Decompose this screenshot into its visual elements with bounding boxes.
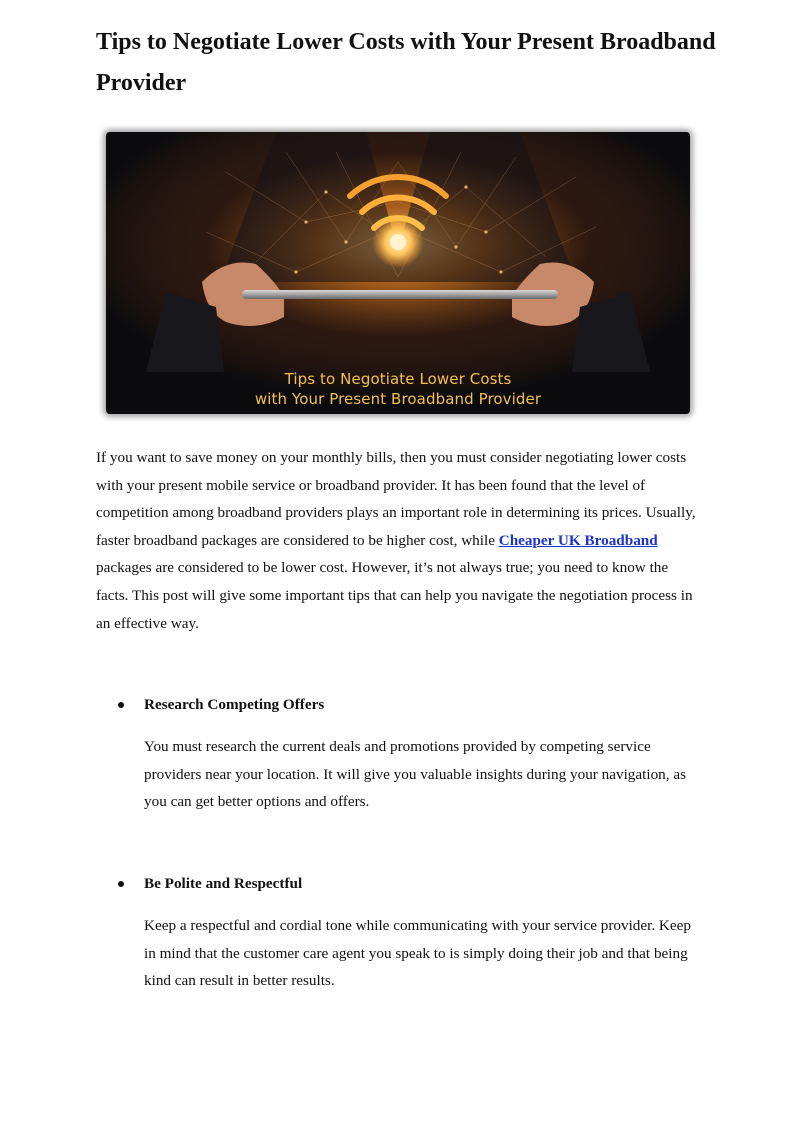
hero-caption-line1: Tips to Negotiate Lower Costs [284,370,512,388]
section-heading-polite: Be Polite and Respectful [144,875,303,892]
intro-paragraph [96,444,702,637]
section-heading-research: Research Competing Offers [144,696,325,713]
section-text-polite: Keep a respectful and cordial tone while communicating with your service provider. Keep in mind that the customer care agent you speak to is simply doing their job and that being kind can result in better results. [144,917,691,990]
cheaper-uk-broadband-link[interactable]: Cheaper UK Broadband [498,531,658,549]
page-title: Tips to Negotiate Lower Costs with Your Present Broadband Provider [96,29,716,96]
hero-caption-line2: with Your Present Broadband Provider [254,390,542,408]
bullet-icon [118,702,124,708]
section-text-research: You must research the current deals and promotions provided by competing service providers near your location. It will give you valuable insights during your navigation, as you can get better options and offers. [144,738,686,811]
intro-text-after-link: packages are considered to be lower cost. However, it’s not always true; you need to know the facts. This post will give some important tips that can help you navigate the negotiation process in an effective way. [96,559,693,632]
bullet-icon [118,881,124,887]
hero-image [106,132,690,414]
intro-text-before-link: If you want to save money on your monthly bills, then you must consider negotiating lower costs with your present mobile service or broadband provider. It has been found that the level of competition among broadband providers plays an important role in determining its prices. Usually, faster broadband packages are considered to be higher cost, while [96,449,696,549]
